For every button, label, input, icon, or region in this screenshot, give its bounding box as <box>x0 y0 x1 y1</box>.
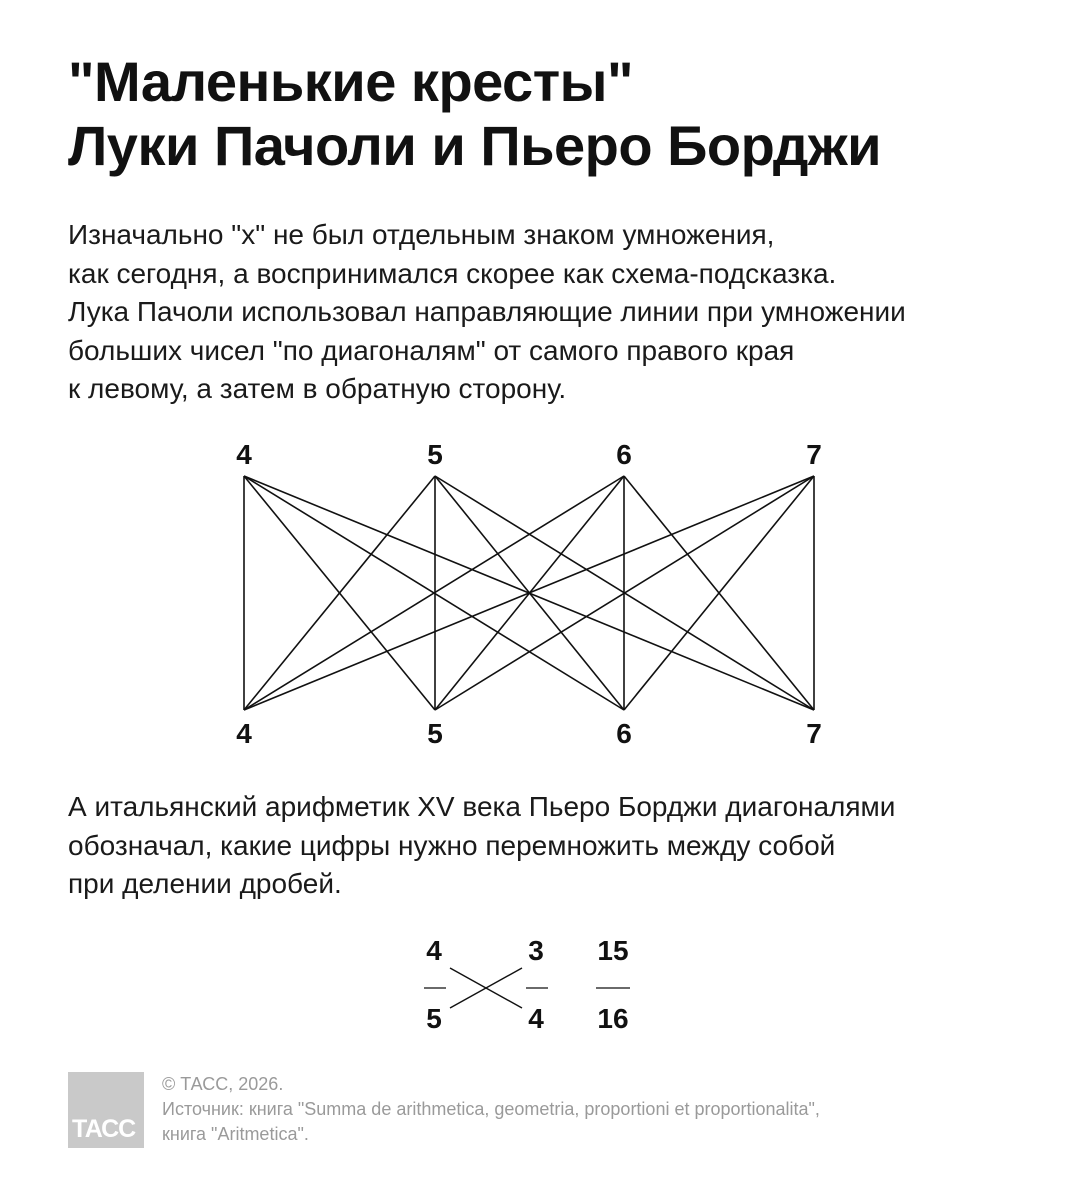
borghi-fraction-diagram <box>400 932 660 1047</box>
intro-line: Изначально "х" не был отдельным знаком умножения, <box>68 219 775 250</box>
bottom-digit: 7 <box>806 718 822 749</box>
intro-line: как сегодня, а воспринимался скорее как схема-подсказка. <box>68 257 837 289</box>
top-digit: 6 <box>616 439 632 470</box>
outro-paragraph <box>68 788 895 904</box>
lattice-lines <box>244 476 814 710</box>
source-text: Источник: книга "Summa de arithmetica, geometria, proportioni et proportionalita", <box>162 1099 820 1119</box>
intro-line: к левому, а затем в обратную сторону. <box>68 373 567 404</box>
pacioli-cross-diagram <box>200 430 840 765</box>
outro-line: обозначал, какие цифры нужно перемножить между собой <box>68 829 836 861</box>
bottom-digit: 4 <box>236 718 252 749</box>
bottom-digit: 6 <box>616 718 632 749</box>
title-line-1: "Маленькие кресты" <box>68 50 633 113</box>
credits <box>162 1072 820 1147</box>
top-digit: 5 <box>427 439 443 470</box>
fraction-diagram-svg <box>400 932 660 1042</box>
pacioli-diagram-svg <box>200 430 840 760</box>
top-digit: 7 <box>806 439 822 470</box>
result-denominator: 16 <box>597 1003 629 1034</box>
page-title <box>68 50 881 178</box>
bottom-digit: 5 <box>427 718 443 749</box>
outro-line: при делении дробей. <box>68 868 342 899</box>
outro-line: А итальянский арифметик XV века Пьеро Борджи диагоналями <box>68 791 896 822</box>
copyright-text: © ТАСС, 2026. <box>162 1074 284 1094</box>
tass-logo <box>68 1072 144 1148</box>
intro-paragraph <box>68 216 906 409</box>
fraction-2-denominator: 4 <box>528 1003 544 1034</box>
fraction-2-numerator: 3 <box>528 935 544 966</box>
title-line-2: Луки Пачоли и Пьеро Борджи <box>68 114 882 177</box>
result-numerator: 15 <box>597 935 629 966</box>
intro-line: больших чисел "по диагоналям" от самого правого края <box>68 334 795 366</box>
fraction-1-numerator: 4 <box>426 935 442 966</box>
fraction-1-denominator: 5 <box>426 1003 442 1034</box>
top-digit: 4 <box>236 439 252 470</box>
source-text: книга "Aritmetica". <box>162 1124 309 1144</box>
intro-line: Лука Пачоли использовал направляющие линии при умножении <box>68 296 906 327</box>
tass-logo-text: ТАСС <box>72 1115 136 1143</box>
